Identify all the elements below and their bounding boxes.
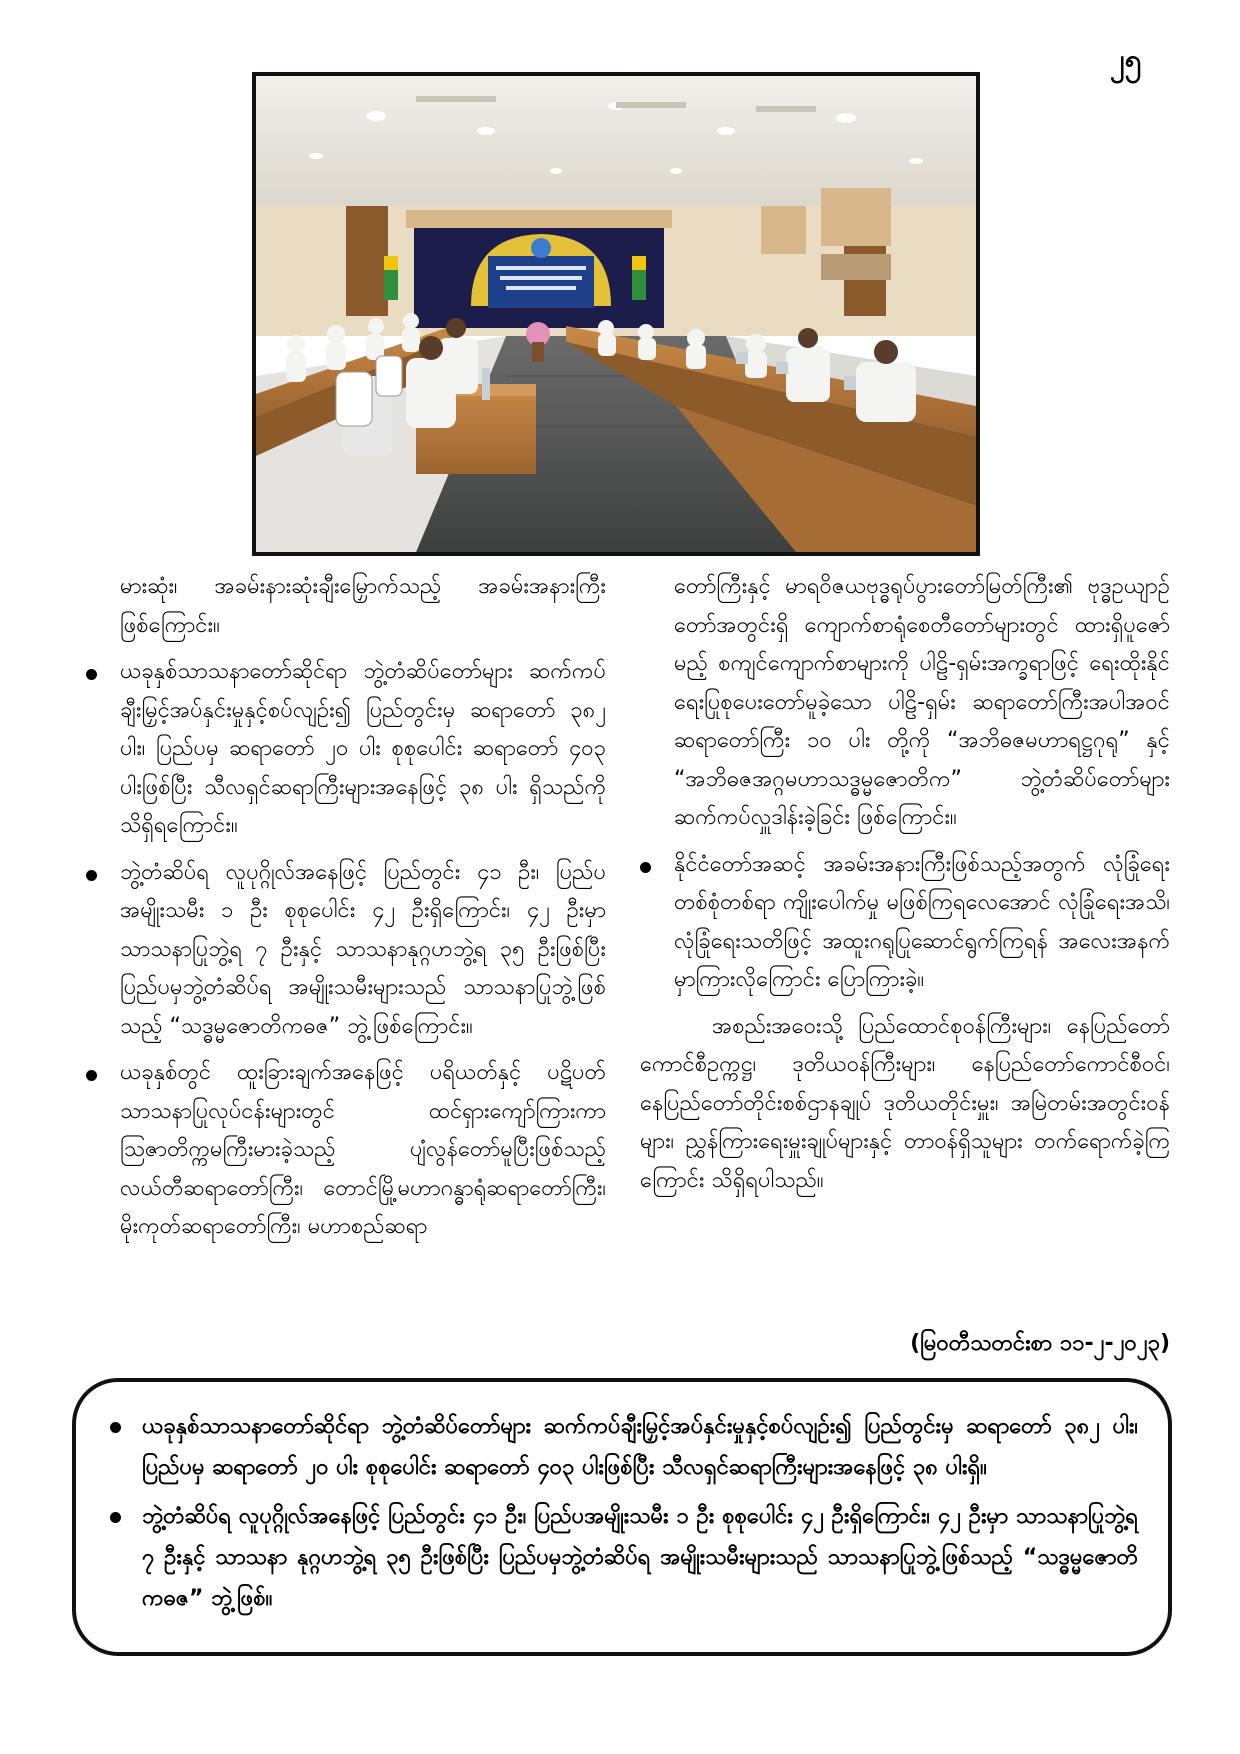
summary-bullet-1: ယခုနှစ်သာသနာတော်ဆိုင်ရာ ဘွဲ့တံဆိပ်တော်များ ဆက်ကပ်ချီးမြှင့်အပ်နှင်းမှုနှင့်စပ်လျဉ်း၍ ပြည်တွင်းမှ ဆရာတော် ၃၈၂ ပါး၊ ပြည်ပမှ ဆရာတော် ၂၀ ပါး စုစုပေါင်း ဆရာတော် ၄၀၃ ပါးဖြစ်ပြီး သီလရှင်ဆရာကြီးများအနေဖြင့် ၃၈ ပါးရှိ။ [110, 1406, 1138, 1488]
right-continuation-paragraph: တော်ကြီးနှင့် မာရဝိဇယဗုဒ္ဓရုပ်ပွားတော်မြတ်ကြီး၏ ဗုဒ္ဓဥယျာဉ်တော်အတွင်းရှိ ကျောက်စာရုံစေတီတော်များတွင် ထားရှိပူဇော်မည့် စကျင်ကျောက်စာများကို ပါဠိ-ရှမ်းအက္ခရာဖြင့် ရေးထိုးနိုင်ရေးပြုစုပေးတော်မူခဲ့သော ပါဠိ-ရှမ်း ဆရာတော်ကြီးအပါအဝင် ဆရာတော်ကြီး ၁၀ ပါး တို့ကို “အဘိဓဇမဟာရဋ္ဌဂုရု” နှင့် “အဘိဓဇအဂ္ဂမဟာသဒ္ဓမ္မဇောတိက” ဘွဲ့တံဆိပ်တော်များ ဆက်ကပ်လှူဒါန်းခဲ့ခြင်း ဖြစ်ကြောင်း။ [674, 574, 1170, 830]
photo-illustration [256, 76, 976, 552]
left-column [86, 568, 606, 1255]
right-column [640, 568, 1170, 1200]
left-bullet-1: ယခုနှစ်သာသနာတော်ဆိုင်ရာ ဘွဲ့တံဆိပ်တော်များ ဆက်ကပ်ချီးမြှင့်အပ်နှင်းမှုနှင့်စပ်လျဉ်း၍ ပြည်တွင်းမှ ဆရာတော် ၃၈၂ ပါး၊ ပြည်ပမှ ဆရာတော် ၂၀ ပါး စုစုပေါင်း ဆရာတော် ၄၀၃ ပါးဖြစ်ပြီး သီလရှင်ဆရာကြီးများအနေဖြင့် ၃၈ ပါး ရှိသည်ကို သိရှိရကြောင်း။ [86, 653, 606, 846]
meeting-hall-photo [252, 72, 980, 556]
page-number: ၂၅ [1110, 43, 1142, 78]
left-bullet-2: ဘွဲ့တံဆိပ်ရ လူပုဂ္ဂိုလ်အနေဖြင့် ပြည်တွင်း ၄၁ ဦး၊ ပြည်ပ အမျိုးသမီး ၁ ဦး စုစုပေါင်း ၄၂ ဦးရှိကြောင်း၊ ၄၂ ဦးမှာ သာသနာပြုဘွဲ့ရ ၇ ဦးနှင့် သာသနာနုဂ္ဂဟဘွဲ့ရ ၃၅ ဦးဖြစ်ပြီး ပြည်ပမှဘွဲ့တံဆိပ်ရ အမျိုးသမီးများသည် သာသနာပြုဘွဲ့ဖြစ်သည့် “သဒ္ဓမ္မဇောတိကဓဇ” ဘွဲ့ဖြစ်ကြောင်း။ [86, 854, 606, 1047]
right-bullet-1: နိုင်ငံတော်အဆင့် အခမ်းအနားကြီးဖြစ်သည့်အတွက် လုံခြုံရေးတစ်စုံတစ်ရာ ကျိုးပေါက်မှု မဖြစ်ကြရလေအောင် လုံခြုံရေးအသိ၊ လုံခြုံရေးသတိဖြင့် အထူးဂရုပြုဆောင်ရွက်ကြရန် အလေးအနက်မှာကြားလိုကြောင်း ပြောကြားခဲ့။ [640, 846, 1170, 1000]
closing-paragraph: အစည်းအဝေးသို့ ပြည်ထောင်စုဝန်ကြီးများ၊ နေပြည်တော်ကောင်စီဥက္ကဋ္ဌ၊ ဒုတိယဝန်ကြီးများ၊ နေပြည်တော်ကောင်စီဝင်၊ နေပြည်တော်တိုင်းစစ်ဌာနချုပ် ဒုတိယတိုင်းမှူး၊ အမြဲတမ်းအတွင်းဝန်များ၊ ညွှန်ကြားရေးမှူးချုပ်များနှင့် တာဝန်ရှိသူများ တက်ရောက်ခဲ့ကြကြောင်း သိရှိရပါသည်။ [640, 1013, 1170, 1193]
source-citation: (မြဝတီသတင်းစာ ၁၁-၂-၂၀၂၃) [910, 1331, 1170, 1356]
summary-bullet-2: ဘွဲ့တံဆိပ်ရ လူပုဂ္ဂိုလ်အနေဖြင့် ပြည်တွင်း ၄၁ ဦး၊ ပြည်ပအမျိုးသမီး ၁ ဦး စုစုပေါင်း ၄၂ ဦးရှိကြောင်း၊ ၄၂ ဦးမှာ သာသနာပြုဘွဲ့ရ ၇ ဦးနှင့် သာသနာ နုဂ္ဂဟဘွဲ့ရ ၃၅ ဦးဖြစ်ပြီး ပြည်ပမှဘွဲ့တံဆိပ်ရ အမျိုးသမီးများသည် သာသနာပြုဘွဲ့ဖြစ်သည့် “သဒ္ဓမ္မဇောတိကဓဇ” ဘွဲ့ဖြစ်။ [110, 1496, 1138, 1619]
left-bullet-3: ယခုနှစ်တွင် ထူးခြားချက်အနေဖြင့် ပရိယတ်နှင့် ပဋိပတ် သာသနာပြုလုပ်ငန်းများတွင် ထင်ရှားကျော်ကြားကာ ဩဇာတိက္ကမကြီးမားခဲ့သည့် ပျံလွန်တော်မူပြီးဖြစ်သည့် လယ်တီဆရာတော်ကြီး၊ တောင်မြို့မဟာဂန္ဓာရုံဆရာတော်ကြီး၊ မိုးကုတ်ဆရာတော်ကြီး၊ မဟာစည်ဆရာ [86, 1054, 606, 1247]
summary-box [72, 1378, 1172, 1656]
left-continuation-paragraph: မားဆုံး၊ အခမ်းနားဆုံးချီးမြှောက်သည့် အခမ်းအနားကြီး ဖြစ်ကြောင်း။ [120, 574, 606, 638]
